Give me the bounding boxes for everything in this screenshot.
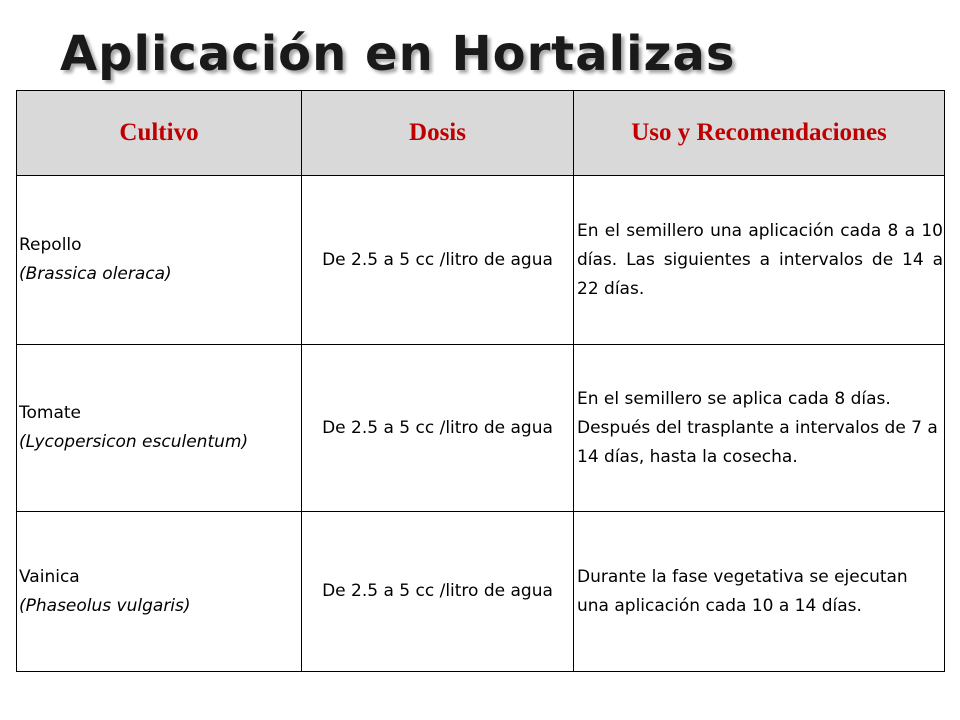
table-row (17, 512, 945, 672)
page-title: Aplicación en Hortalizas (60, 26, 736, 82)
header-cultivo: Cultivo (17, 91, 302, 176)
table-row (17, 176, 945, 345)
crop-scientific-name: (Phaseolus vulgaris) (19, 595, 191, 616)
table-row (17, 345, 945, 512)
table-header-row (17, 91, 945, 176)
usage-cell: Durante la fase vegetativa se ejecutan una aplicación cada 10 a 14 días. (574, 512, 945, 672)
header-dosis: Dosis (302, 91, 574, 176)
crop-scientific-name: (Brassica oleraca) (19, 264, 172, 284)
crop-cell (17, 512, 302, 672)
crop-name: Repollo (19, 235, 82, 255)
crop-name: Vainica (19, 566, 80, 587)
dose-cell: De 2.5 a 5 cc /litro de agua (302, 176, 574, 345)
crop-cell (17, 345, 302, 512)
crop-cell (17, 176, 302, 345)
crop-name: Tomate (19, 403, 81, 423)
crop-scientific-name: (Lycopersicon esculentum) (19, 432, 249, 452)
dose-cell: De 2.5 a 5 cc /litro de agua (302, 512, 574, 672)
dose-cell: De 2.5 a 5 cc /litro de agua (302, 345, 574, 512)
usage-cell: En el semillero se aplica cada 8 días. Después del trasplante a intervalos de 7 a 14 días, hasta la cosecha. (574, 345, 945, 512)
usage-cell: En el semillero una aplicación cada 8 a 10 días. Las siguientes a intervalos de 14 a 22 días. (574, 176, 945, 345)
header-uso: Uso y Recomendaciones (574, 91, 945, 176)
application-table (16, 90, 945, 672)
